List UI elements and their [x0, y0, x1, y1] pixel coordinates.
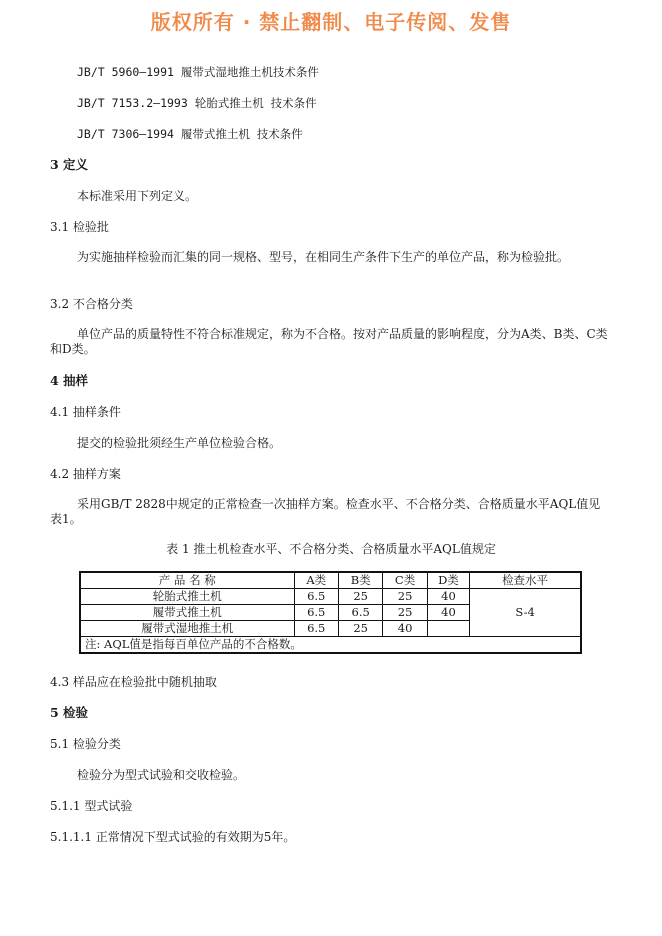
- table-1-caption: 表 1 推土机检查水平、不合格分类、合格质量水平AQL值规定: [166, 542, 496, 556]
- header-inspection-level: 检查水平: [470, 572, 581, 589]
- section-3-body: 本标准采用下列定义。: [77, 189, 198, 203]
- table-1: [79, 571, 582, 654]
- section-5-1-body: 检验分为型式试验和交收检验。: [77, 768, 246, 782]
- table-header-row: [80, 572, 581, 589]
- reference-3: JB/T 7306—1994 履带式推土机 技术条件: [77, 127, 303, 141]
- copyright-watermark: 版权所有 · 禁止翻制、电子传阅、发售: [150, 10, 512, 34]
- table-row: [80, 589, 581, 605]
- cell-c: 40: [383, 621, 427, 637]
- section-4-1-body: 提交的检验批须经生产单位检验合格。: [77, 436, 282, 450]
- section-3-heading: 3 定义: [50, 157, 89, 172]
- cell-b: 6.5: [338, 605, 382, 621]
- cell-b: 25: [338, 589, 382, 605]
- cell-a: 6.5: [294, 589, 338, 605]
- reference-1: JB/T 5960—1991 履带式湿地推土机技术条件: [77, 65, 319, 79]
- cell-name: 履带式湿地推土机: [80, 621, 294, 637]
- cell-name: 轮胎式推土机: [80, 589, 294, 605]
- cell-b: 25: [338, 621, 382, 637]
- section-4-2-heading: 4.2 抽样方案: [50, 467, 121, 481]
- section-3-1-body: 为实施抽样检验而汇集的同一规格、型号，在相同生产条件下生产的单位产品，称为检验批。: [77, 250, 570, 264]
- section-3-2-body: 单位产品的质量特性不符合标准规定，称为不合格。按对产品质量的影响程度，分为A类、B类、C类和D类。: [50, 327, 608, 356]
- section-4-heading: 4 抽样: [50, 373, 89, 388]
- section-4-3-heading: 4.3 样品应在检验批中随机抽取: [50, 675, 217, 689]
- table-note-row: [80, 637, 581, 654]
- header-class-a: A类: [294, 572, 338, 589]
- cell-c: 25: [383, 605, 427, 621]
- section-5-heading: 5 检验: [50, 705, 89, 720]
- cell-inspection-level: S-4: [470, 589, 581, 637]
- cell-c: 25: [383, 589, 427, 605]
- section-5-1-heading: 5.1 检验分类: [50, 737, 121, 751]
- header-product-name: 产 品 名 称: [80, 572, 294, 589]
- section-4-2-body: 采用GB/T 2828中规定的正常检查一次抽样方案。检查水平、不合格分类、合格质量水平AQL值见表1。: [50, 497, 601, 526]
- header-class-b: B类: [338, 572, 382, 589]
- section-5-1-1-heading: 5.1.1 型式试验: [50, 799, 133, 813]
- cell-d: 40: [427, 589, 469, 605]
- section-3-2-heading: 3.2 不合格分类: [50, 297, 133, 311]
- cell-a: 6.5: [294, 605, 338, 621]
- cell-d: [427, 621, 469, 637]
- section-5-1-1-1-text: 5.1.1.1 正常情况下型式试验的有效期为5年。: [50, 830, 296, 844]
- section-4-1-heading: 4.1 抽样条件: [50, 405, 121, 419]
- reference-2: JB/T 7153.2—1993 轮胎式推土机 技术条件: [77, 96, 317, 110]
- header-class-d: D类: [427, 572, 469, 589]
- cell-d: 40: [427, 605, 469, 621]
- cell-name: 履带式推土机: [80, 605, 294, 621]
- section-3-1-heading: 3.1 检验批: [50, 220, 109, 234]
- header-class-c: C类: [383, 572, 427, 589]
- table-note: 注: AQL值是指每百单位产品的不合格数。: [80, 637, 581, 654]
- cell-a: 6.5: [294, 621, 338, 637]
